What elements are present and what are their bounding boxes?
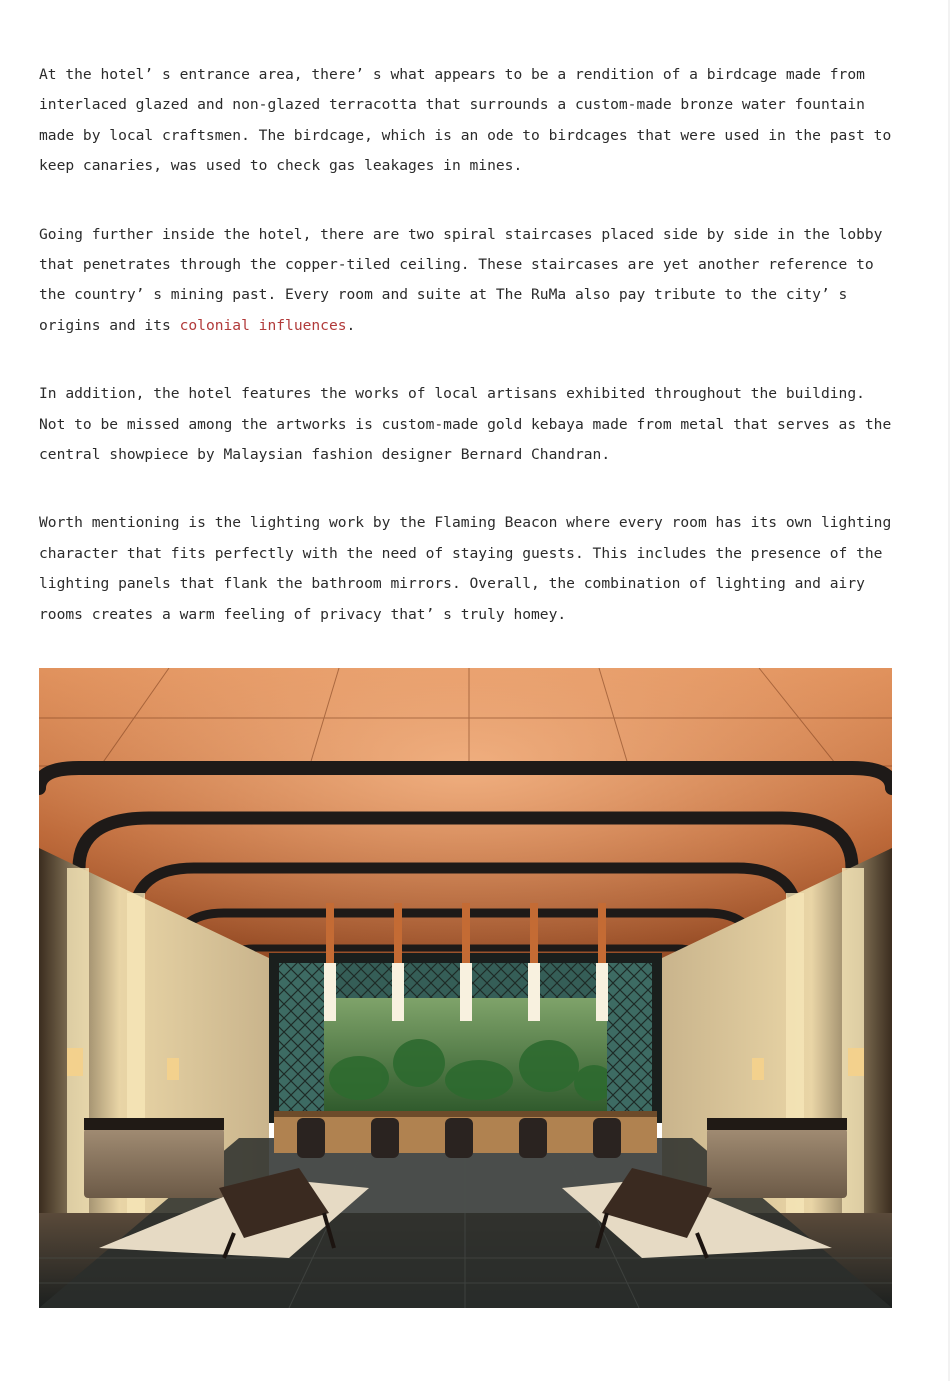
hotel-lobby-photo (39, 668, 892, 1308)
paragraph-staircases-end: . (346, 316, 356, 334)
paragraph-staircases (39, 220, 899, 342)
paragraph-artisans: In addition, the hotel features the works of local artisans exhibited throughout the building. Not to be missed among the artworks is custom-made gold kebaya made from metal that serves as the central showpiece by Malaysian fashion designer Bernard Chandran. (39, 385, 892, 464)
paragraph-staircases-text: Going further inside the hotel, there are two spiral staircases placed side by side in the lobby that penetrates through the copper-tiled ceiling. These staircases are yet another reference to the country’ s mining past. Every room and suite at The RuMa also pay tribute to the city’ s origins and its (39, 225, 883, 334)
article-body (39, 60, 899, 668)
colonial-influences-link[interactable]: colonial influences (179, 316, 347, 334)
paragraph-entrance: At the hotel’ s entrance area, there’ s what appears to be a rendition of a birdcage made from interlaced glazed and non-glazed terracotta that surrounds a custom-made bronze water fountain made by local craftsmen. The birdcage, which is an ode to birdcages that were used in the past to keep canaries, was used to check gas leakages in mines. (39, 66, 892, 175)
paragraph-lighting: Worth mentioning is the lighting work by the Flaming Beacon where every room has its own lighting character that fits perfectly with the need of staying guests. This includes the presence of the lighting panels that flank the bathroom mirrors. Overall, the combination of lighting and airy rooms creates a warm feeling of privacy that’ s truly homey. (39, 514, 892, 623)
